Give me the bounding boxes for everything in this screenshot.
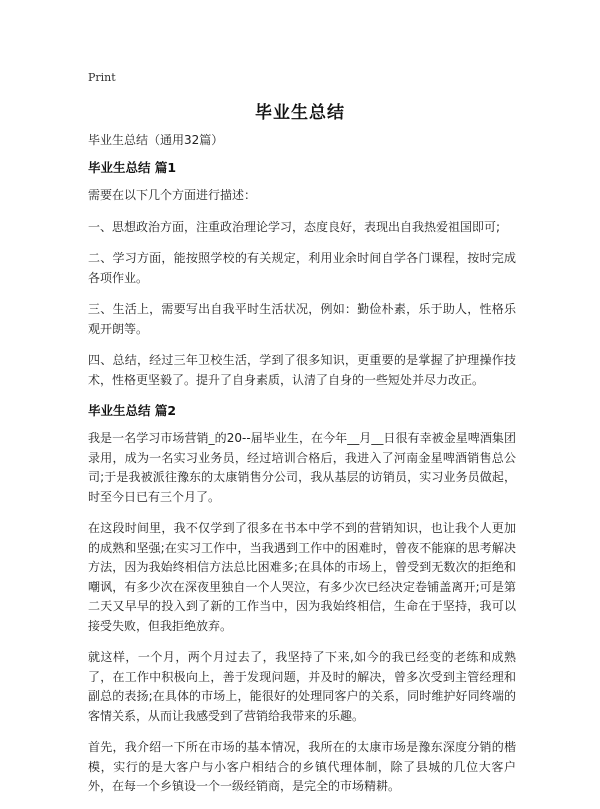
- paragraph: 需要在以下几个方面进行描述：: [88, 188, 257, 202]
- document-title: 毕业生总结: [255, 103, 345, 123]
- paragraph: 就这样，一个月，两个月过去了，我坚持了下来,如今的我已经变的老练和成熟了，在工作中积极向上，善于发现问题，并及时的解决，曾多次受到主管经理和副总的表扬;在具体的市场上，能很好的处理同客户的关系，同时维护好同终端的客情关系，从而让我感受到了营销给我带来的乐趣。: [88, 650, 516, 723]
- paragraph: 我是一名学习市场营销_的20--届毕业生，在今年__月__日很有幸被金星啤酒集团录用，成为一名实习业务员，经过培训合格后，我进入了河南金星啤酒销售总公司;于是我被派往豫东的太康销售分公司，我从基层的访销员，实习业务员做起，时至今日已有三个月了。: [88, 431, 516, 504]
- paragraph: 三、生活上，需要写出自我平时生活状况，例如：勤俭朴素，乐于助人，性格乐观开朗等。: [88, 302, 516, 336]
- section-1: [88, 159, 516, 390]
- section-heading: 毕业生总结 篇2: [88, 403, 177, 418]
- paragraph: 一、思想政治方面，注重政治理论学习，态度良好，表现出自我热爱祖国即可;: [88, 219, 501, 234]
- print-label[interactable]: Print: [88, 71, 116, 84]
- paragraph: 四、总结，经过三年卫校生活，学到了很多知识，更重要的是掌握了护理操作技术，性格更坚毅了。提升了自身素质，认清了自身的一些短处并尽力改正。: [88, 353, 516, 387]
- document-subtitle: 毕业生总结（通用32篇）: [88, 133, 224, 147]
- document-content: [88, 131, 516, 809]
- paragraph: 二、学习方面，能按照学校的有关规定，利用业余时间自学各门课程，按时完成各项作业。: [88, 251, 516, 285]
- section-heading: 毕业生总结 篇1: [88, 160, 177, 175]
- paragraph: 在这段时间里，我不仅学到了很多在书本中学不到的营销知识，也让我个人更加的成熟和坚强;在实习工作中，当我遇到工作中的困难时，曾夜不能寐的思考解决方法，因为我始终相信方法总比困难多;在具体的市场上，曾受到无数次的拒绝和嘲讽，有多少次在深夜里独自一个人哭泣，有多少次已经决定卷铺盖离开;可是第二天又早早的投入到了新的工作当中，因为我始终相信，生命在于坚持，我可以接受失败，但我拒绝放弃。: [88, 521, 516, 633]
- paragraph: 首先，我介绍一下所在市场的基本情况，我所在的太康市场是豫东深度分销的楷模，实行的是大客户与小客户相结合的乡镇代理体制，除了县城的几位大客户外，在每一个乡镇设一个一级经销商，是完全的市场精耕。: [88, 740, 516, 793]
- section-2: [88, 402, 516, 797]
